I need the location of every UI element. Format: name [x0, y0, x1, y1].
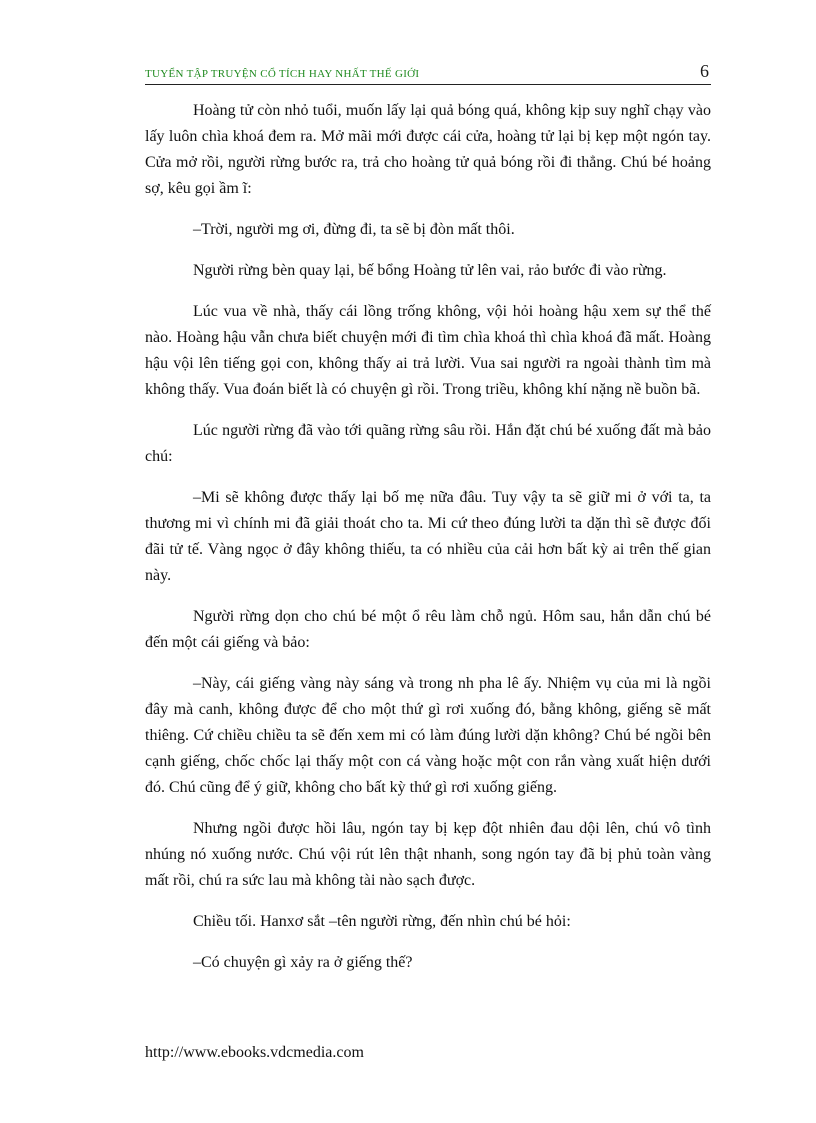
- paragraph-8: –Này, cái giếng vàng này sáng và trong nh pha lê ấy. Nhiệm vụ của mi là ngồi đây mà canh, không được để cho một thứ gì rơi xuống đó, bằng không, giếng sẽ mất thiêng. Cứ chiều chiều ta sẽ đến xem mi có làm đúng lười dặn không? Chú bé ngồi bên cạnh giếng, chốc chốc lại thấy một con cá vàng hoặc một con rắn vàng xuất hiện dưới đó. Chú cũng để ý giữ, không cho bất kỳ thứ gì rơi xuống giếng.: [145, 675, 711, 796]
- page-number: 6: [700, 61, 709, 81]
- paragraph-6: –Mi sẽ không được thấy lại bố mẹ nữa đâu. Tuy vậy ta sẽ giữ mi ở với ta, ta thương mi vì chính mi đã giải thoát cho ta. Mi cứ theo đúng lười ta dặn thì sẽ được đối đãi tử tế. Vàng ngọc ở đây không thiếu, ta có nhiều của cải hơn bất kỳ ai trên thế gian này.: [145, 489, 711, 584]
- paragraph-7: Người rừng dọn cho chú bé một ổ rêu làm chỗ ngủ. Hôm sau, hắn dẫn chú bé đến một cái giếng và bảo:: [145, 608, 711, 651]
- paragraph-3: Người rừng bèn quay lại, bế bổng Hoàng tử lên vai, rảo bước đi vào rừng.: [193, 262, 667, 279]
- paragraph-11: –Có chuyện gì xảy ra ở giếng thế?: [193, 954, 413, 971]
- paragraph-2: –Trời, người mg ơi, đừng đi, ta sẽ bị đòn mất thôi.: [193, 221, 515, 238]
- paragraph-1: Hoàng tử còn nhỏ tuổi, muốn lấy lại quả bóng quá, không kịp suy nghĩ chạy vào lấy luôn chìa khoá đem ra. Mở mãi mới được cái cửa, hoàng tử lại bị kẹp một ngón tay. Cửa mở rồi, người rừng bước ra, trả cho hoàng tử quả bóng rồi đi thẳng. Chú bé hoảng sợ, kêu gọi ầm ĩ:: [145, 102, 711, 197]
- footer-url[interactable]: http://www.ebooks.vdcmedia.com: [145, 1044, 364, 1061]
- running-header: [145, 58, 711, 85]
- paragraph-5: Lúc người rừng đã vào tới quãng rừng sâu rồi. Hắn đặt chú bé xuống đất mà bảo chú:: [145, 422, 711, 465]
- paragraph-10: Chiều tối. Hanxơ sắt –tên người rừng, đến nhìn chú bé hỏi:: [193, 913, 571, 930]
- story-body: [145, 98, 711, 991]
- paragraph-9: Nhưng ngồi được hồi lâu, ngón tay bị kẹp đột nhiên đau dội lên, chú vô tình nhúng nó xuống nước. Chú vội rút lên thật nhanh, song ngón tay đã bị phủ toàn vàng mất rồi, chú ra sức lau mà không tài nào sạch được.: [145, 820, 711, 889]
- paragraph-4: Lúc vua về nhà, thấy cái lồng trống không, vội hỏi hoàng hậu xem sự thể thế nào. Hoàng hậu vẫn chưa biết chuyện mới đi tìm chìa khoá thì chìa khoá đã mất. Hoàng hậu vội lên tiếng gọi con, không thấy ai trả lười. Vua sai người ra ngoài thành tìm mà không thấy. Vua đoán biết là có chuyện gì rồi. Trong triều, không khí nặng nề buồn bã.: [145, 303, 711, 398]
- header-title: TUYỂN TẬP TRUYỆN CỔ TÍCH HAY NHẤT THẾ GIỚI: [145, 68, 420, 80]
